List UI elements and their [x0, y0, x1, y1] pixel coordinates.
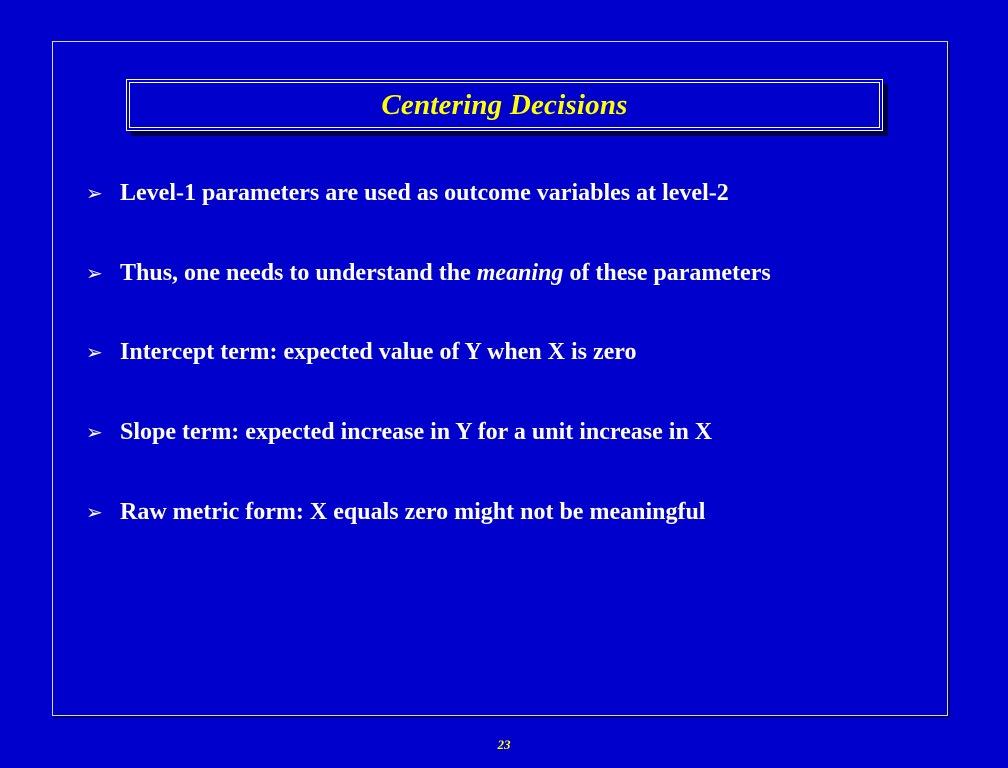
- bullet-item-2: [86, 256, 916, 290]
- bullet-text-2: [120, 260, 771, 286]
- arrow-bullet-icon: ➢: [86, 181, 103, 205]
- bullet-list: [86, 176, 916, 575]
- page-number: 23: [497, 737, 511, 752]
- bullet-item-4: [86, 415, 916, 449]
- arrow-bullet-icon: ➢: [86, 340, 103, 364]
- bullet-text-2-before: Thus, one needs to understand the: [120, 260, 477, 286]
- arrow-bullet-icon: ➢: [86, 261, 103, 285]
- arrow-bullet-icon: ➢: [86, 420, 103, 444]
- title-box: [126, 79, 883, 131]
- bullet-item-3: [86, 335, 916, 369]
- bullet-item-1: [86, 176, 916, 210]
- slide-title: Centering Decisions: [381, 88, 628, 121]
- arrow-bullet-icon: ➢: [86, 500, 103, 524]
- bullet-text-1: Level-1 parameters are used as outcome variables at level-2: [120, 180, 729, 206]
- bullet-text-3: Intercept term: expected value of Y when X is zero: [120, 339, 637, 365]
- bullet-text-2-after: of these parameters: [563, 260, 771, 286]
- bullet-text-2-emphasis: meaning: [476, 260, 564, 286]
- bullet-text-5: Raw metric form: X equals zero might not be meaningful: [120, 499, 706, 525]
- bullet-text-4: Slope term: expected increase in Y for a unit increase in X: [120, 419, 713, 445]
- bullet-item-5: [86, 495, 916, 529]
